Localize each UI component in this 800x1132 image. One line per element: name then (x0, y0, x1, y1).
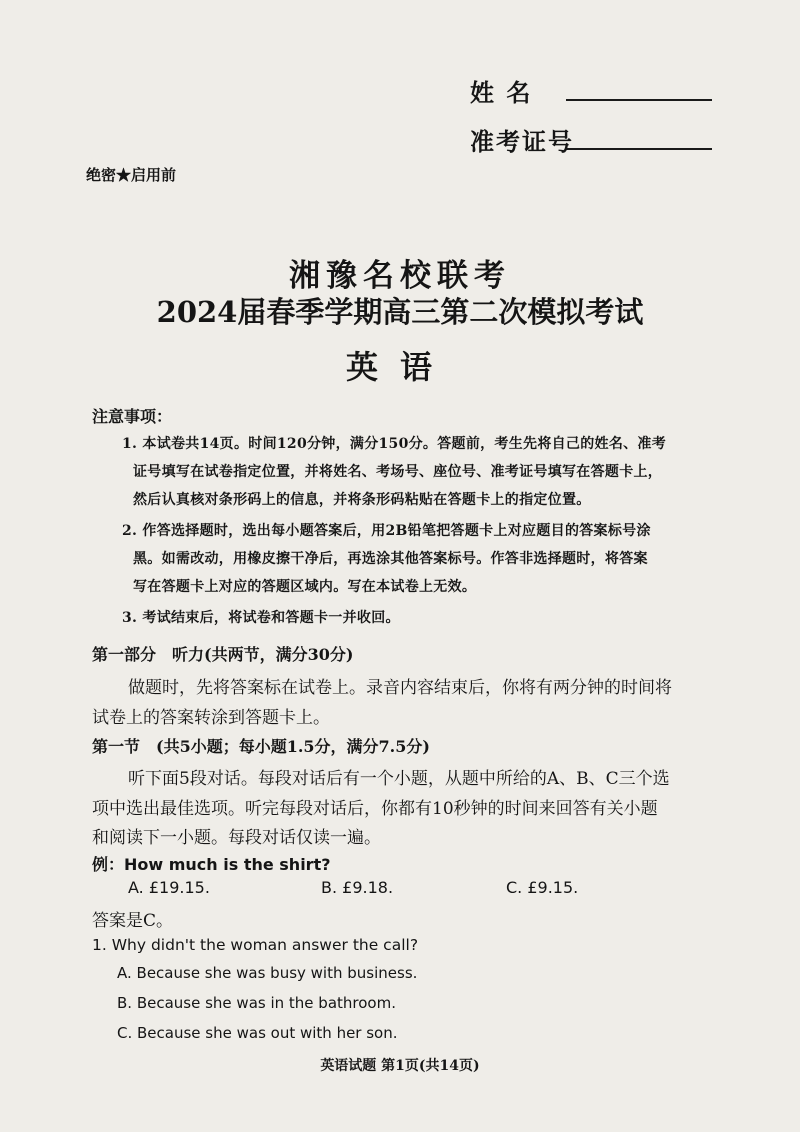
section1-direction-line: 听下面5段对话。每段对话后有一个小题，从题中所给的A、B、C三个选 (128, 769, 670, 789)
name-field-line (566, 99, 712, 101)
question1-option-a: A. Because she was busy with business. (117, 964, 418, 982)
part1-intro-line: 做题时，先将答案标在试卷上。录音内容结束后，你将有两分钟的时间将 (128, 678, 672, 698)
section1-direction-line: 项中选出最佳选项。听完每段对话后，你都有10秒钟的时间来回答有关小题 (92, 799, 658, 819)
exam-id-field-line (566, 148, 712, 150)
example-question: 例：How much is the shirt? (92, 855, 331, 874)
question-stem: 1. Why didn't the woman answer the call? (92, 936, 419, 954)
note-line: 1. 本试卷共14页。时间120分钟，满分150分。答题前，考生先将自己的姓名、准考 (122, 436, 667, 452)
section1-heading: 第一节 (共5小题；每小题1.5分，满分7.5分) (92, 737, 430, 756)
exam-title-line1: 湘豫名校联考 (289, 258, 511, 294)
exam-title-line2: 2024届春季学期高三第二次模拟考试 (156, 295, 644, 329)
name-label: 姓 名 (470, 78, 533, 107)
note-line: 3. 考试结束后，将试卷和答题卡一并收回。 (122, 610, 400, 626)
note-line: 然后认真核对条形码上的信息，并将条形码粘贴在答题卡上的指定位置。 (133, 492, 591, 508)
note-line: 证号填写在试卷指定位置，并将姓名、考场号、座位号、准考证号填写在答题卡上， (133, 464, 663, 480)
subject-title: 英语 (345, 348, 454, 386)
question1-option-b: B. Because she was in the bathroom. (117, 994, 396, 1012)
example-option-b: B. £9.18. (321, 878, 394, 897)
secret-mark: 绝密★启用前 (86, 166, 177, 184)
example-option-a: A. £19.15. (128, 878, 210, 897)
section1-direction-line: 和阅读下一小题。每段对话仅读一遍。 (92, 828, 381, 848)
page-footer: 英语试题 第1页(共14页) (320, 1058, 480, 1074)
exam-id-label: 准考证号 (470, 127, 574, 156)
part1-intro-line: 试卷上的答案转涂到答题卡上。 (92, 708, 330, 728)
notes-heading: 注意事项： (92, 407, 173, 426)
note-line: 黑。如需改动，用橡皮擦干净后，再选涂其他答案标号。作答非选择题时，将答案 (133, 551, 648, 567)
part1-heading: 第一部分 听力(共两节，满分30分) (92, 645, 354, 664)
note-line: 写在答题卡上对应的答题区域内。写在本试卷上无效。 (133, 579, 477, 595)
example-option-c: C. £9.15. (506, 878, 579, 897)
example-answer: 答案是C。 (92, 911, 174, 931)
note-line: 2. 作答选择题时，选出每小题答案后，用2B铅笔把答题卡上对应题目的答案标号涂 (122, 523, 651, 539)
question1-option-c: C. Because she was out with her son. (117, 1024, 398, 1042)
